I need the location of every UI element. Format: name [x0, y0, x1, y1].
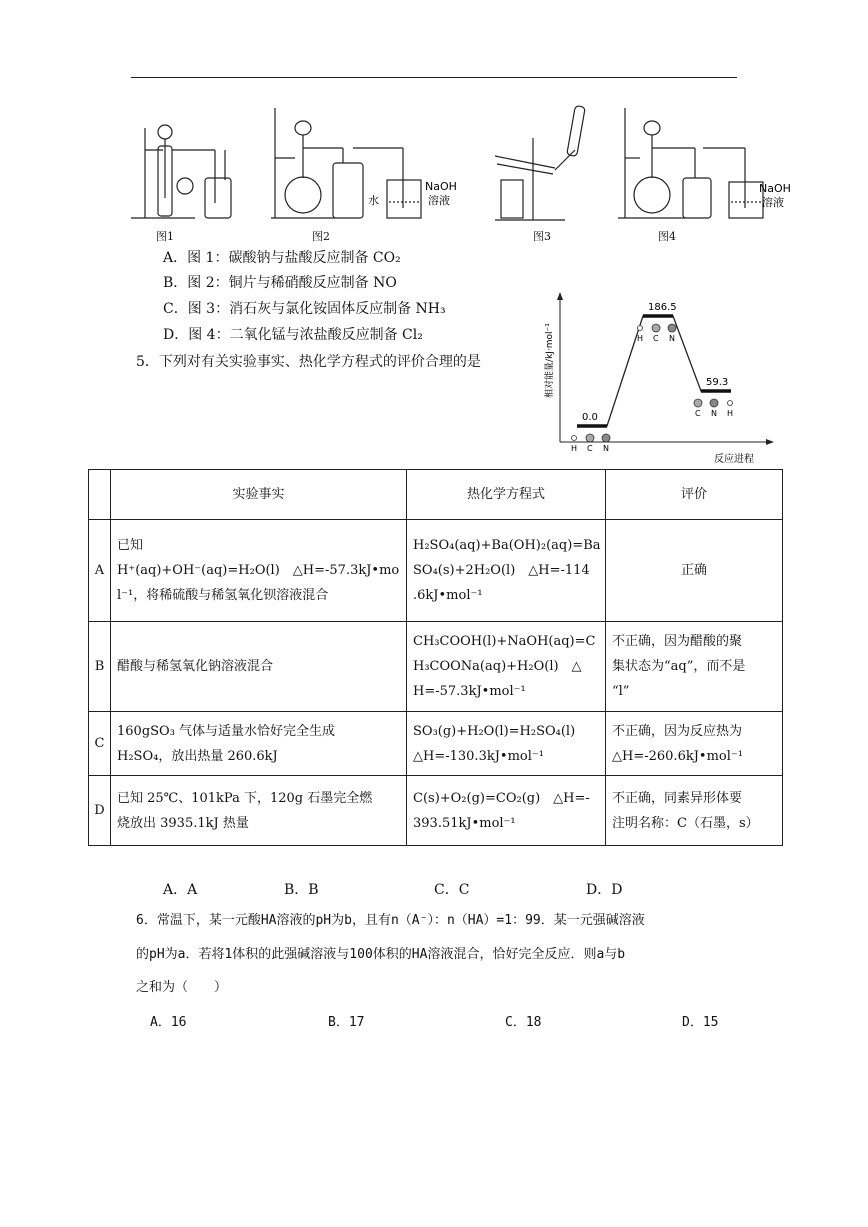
- q4-option-d: D．图 4：二氧化锰与浓盐酸反应制备 Cl₂: [163, 327, 423, 343]
- row-evaluation: [606, 712, 783, 776]
- q6-choice-a: A．16: [150, 1015, 187, 1030]
- q5-choice-d: D．D: [586, 882, 623, 898]
- atom-label: C: [695, 409, 701, 419]
- figure-1-apparatus: [131, 125, 231, 218]
- row-evaluation: [606, 622, 783, 712]
- atom-marker: [602, 434, 610, 442]
- evaluation-line: “l”: [612, 684, 630, 699]
- equation-line: H₃COONa(aq)+H₂O(l) △: [413, 659, 582, 674]
- atom-label: C: [653, 334, 659, 343]
- ylabel: 相对能量/kJ·mol⁻¹: [545, 323, 555, 398]
- energy-path-line: [577, 316, 734, 426]
- fig2-water-label: 水: [368, 194, 379, 207]
- equation-line: C(s)+O₂(g)=CO₂(g) △H=-: [413, 790, 590, 806]
- evaluation-line: △H=-260.6kJ•mol⁻¹: [612, 748, 743, 764]
- atom-label: C: [587, 444, 593, 453]
- energy-value-label: 0.0: [582, 412, 598, 423]
- q5-table: [88, 469, 783, 846]
- row-evaluation: [606, 776, 783, 846]
- row-fact: [111, 776, 407, 846]
- evaluation-line: 不正确，因为醋酸的聚: [612, 634, 743, 649]
- evaluation-line: 不正确，因为反应热为: [612, 723, 743, 739]
- q6-choice-c: C．18: [505, 1015, 542, 1030]
- header-fact: 实验事实: [111, 470, 407, 520]
- energy-value-label: 59.3: [706, 377, 729, 389]
- fact-line: l⁻¹，将稀硫酸与稀氢氧化钡溶液混合: [117, 588, 329, 603]
- table-row: [89, 520, 783, 622]
- row-fact: [111, 622, 407, 712]
- energy-value-label: 186.5: [648, 302, 677, 313]
- fig4-solution-label: 溶液: [762, 196, 784, 209]
- row-equation: [407, 520, 606, 622]
- fig2-naoh-label: NaOH: [425, 180, 457, 193]
- atom-marker: [652, 324, 660, 332]
- equation-line: 393.51kJ•mol⁻¹: [413, 815, 516, 831]
- fig2-caption: 图2: [312, 230, 330, 243]
- atom-marker: [710, 399, 718, 407]
- row-label: A: [89, 520, 111, 622]
- header-evaluation: 评价: [606, 470, 783, 520]
- q6-line-1: 6．常温下，某一元酸HA溶液的pH为b，且有n（A⁻）：n（HA）=1：99．某一元强碱溶液: [136, 913, 645, 928]
- figure-3-apparatus: [495, 106, 585, 220]
- atom-marker: [572, 436, 577, 441]
- table-header-row: [89, 470, 783, 520]
- row-fact: [111, 520, 407, 622]
- table-row: [89, 712, 783, 776]
- equation-line: △H=-130.3kJ•mol⁻¹: [413, 748, 544, 764]
- fig4-naoh-label: NaOH: [759, 182, 791, 195]
- equation-line: H=-57.3kJ•mol⁻¹: [413, 684, 526, 699]
- fact-line: 已知 25℃、101kPa 下，120g 石墨完全燃: [117, 790, 373, 806]
- fact-line: 醋酸与稀氢氧化钠溶液混合: [117, 659, 274, 674]
- figure-4-apparatus: [618, 108, 763, 218]
- atom-label: H: [727, 409, 734, 419]
- evaluation-line: 集状态为“aq”，而不是: [612, 659, 746, 674]
- equation-line: SO₄(s)+2H₂O(l) △H=-114: [413, 563, 590, 578]
- row-equation: [407, 712, 606, 776]
- q6-choice-b: B．17: [328, 1015, 365, 1030]
- q4-option-a: A．图 1：碳酸钠与盐酸反应制备 CO₂: [163, 250, 401, 266]
- figure-2-apparatus: [271, 108, 421, 218]
- atom-marker: [638, 326, 643, 331]
- row-fact: [111, 712, 407, 776]
- equation-line: CH₃COOH(l)+NaOH(aq)=C: [413, 634, 596, 649]
- xlabel: 反应进程: [714, 454, 754, 465]
- row-label: D: [89, 776, 111, 846]
- evaluation-line: 正确: [680, 563, 707, 578]
- q5-stem: 5．下列对有关实验事实、热化学方程式的评价合理的是: [136, 354, 481, 370]
- row-label: B: [89, 622, 111, 712]
- q6-line-2: 的pH为a．若将1体积的此强碱溶液与100体积的HA溶液混合，恰好完全反应．则a与b: [136, 947, 626, 962]
- evaluation-line: 注明名称：C（石墨，s）: [612, 815, 759, 831]
- row-evaluation: [606, 520, 783, 622]
- q5-choice-a: A．A: [163, 882, 198, 898]
- atom-marker: [694, 399, 702, 407]
- q6-choice-d: D．15: [682, 1015, 719, 1030]
- atom-label: H: [571, 444, 578, 453]
- atom-label: N: [669, 334, 675, 343]
- fact-line: H⁺(aq)+OH⁻(aq)=H₂O(l) △H=-57.3kJ•mo: [117, 563, 400, 578]
- header-rule: [131, 77, 737, 78]
- equation-line: H₂SO₄(aq)+Ba(OH)₂(aq)=Ba: [413, 538, 601, 553]
- fig3-caption: 图3: [533, 230, 551, 243]
- apparatus-figures: [125, 98, 791, 228]
- header-empty: [89, 470, 111, 520]
- table-row: [89, 622, 783, 712]
- atom-label: N: [711, 409, 717, 419]
- table-row: [89, 776, 783, 846]
- fact-line: H₂SO₄，放出热量 260.6kJ: [117, 748, 278, 764]
- row-equation: [407, 776, 606, 846]
- equation-line: SO₃(g)+H₂O(l)=H₂SO₄(l): [413, 723, 576, 739]
- row-label: C: [89, 712, 111, 776]
- q4-option-b: B．图 2：铜片与稀硝酸反应制备 NO: [163, 275, 397, 291]
- fig4-caption: 图4: [658, 230, 676, 243]
- row-equation: [407, 622, 606, 712]
- fact-line: 烧放出 3935.1kJ 热量: [117, 815, 249, 831]
- header-equation: 热化学方程式: [407, 470, 606, 520]
- atom-marker: [668, 324, 676, 332]
- fig2-solution-label: 溶液: [428, 194, 450, 207]
- fig1-caption: 图1: [156, 230, 174, 243]
- q5-choice-c: C．C: [434, 882, 470, 898]
- fact-line: 160gSO₃ 气体与适量水恰好完全生成: [117, 723, 336, 739]
- q6-line-3: 之和为（ ）: [136, 980, 228, 995]
- atom-marker: [728, 401, 733, 406]
- atom-label: H: [637, 334, 644, 343]
- fact-line: 已知: [117, 538, 144, 553]
- energy-diagram: [538, 290, 778, 470]
- q4-option-c: C．图 3：消石灰与氯化铵固体反应制备 NH₃: [163, 301, 446, 317]
- evaluation-line: 不正确，同素异形体要: [612, 790, 743, 806]
- q5-choice-b: B．B: [284, 882, 319, 898]
- atom-label: N: [603, 444, 609, 453]
- equation-line: .6kJ•mol⁻¹: [413, 588, 483, 603]
- atom-marker: [586, 434, 594, 442]
